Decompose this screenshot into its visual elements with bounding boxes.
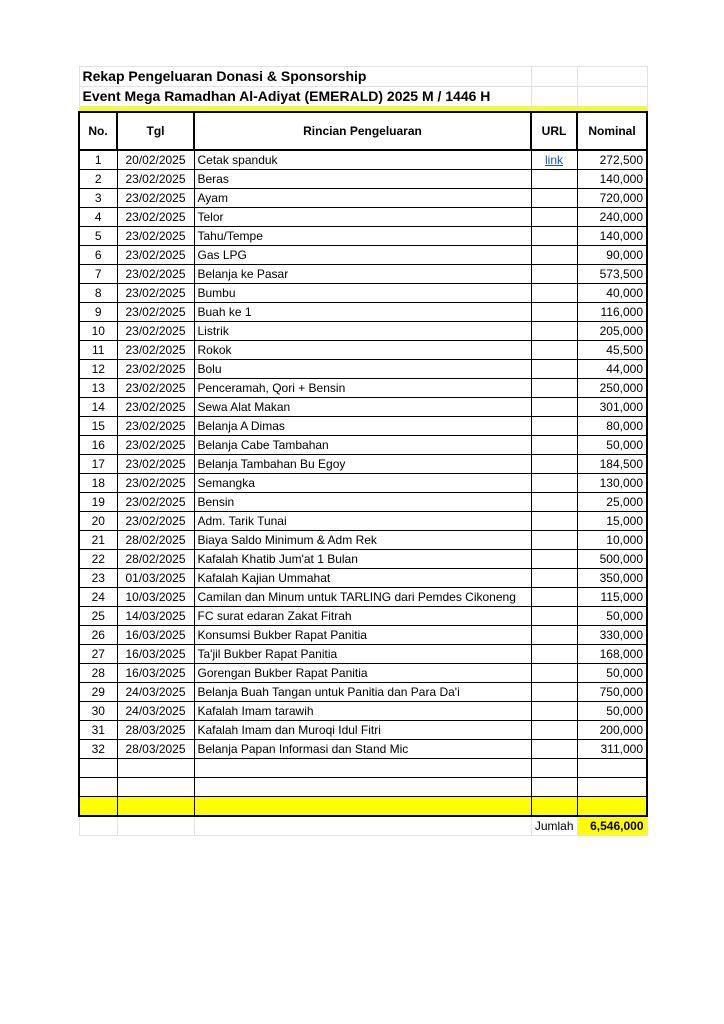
empty-cell[interactable] (577, 67, 647, 87)
nominal-cell[interactable]: 750,000 (577, 683, 647, 702)
date-cell[interactable]: 01/03/2025 (117, 569, 194, 588)
description-cell[interactable]: Tahu/Tempe (194, 227, 531, 246)
empty-cell[interactable] (531, 778, 577, 797)
url-cell[interactable] (531, 645, 577, 664)
date-cell[interactable]: 23/02/2025 (117, 246, 194, 265)
description-cell[interactable]: Camilan dan Minum untuk TARLING dari Pemdes Cikoneng (194, 588, 531, 607)
date-cell[interactable]: 28/02/2025 (117, 531, 194, 550)
date-cell[interactable]: 16/03/2025 (117, 645, 194, 664)
url-cell[interactable] (531, 208, 577, 227)
nominal-cell[interactable]: 573,500 (577, 265, 647, 284)
nominal-cell[interactable]: 44,000 (577, 360, 647, 379)
highlight-cell[interactable] (577, 797, 647, 817)
date-cell[interactable]: 24/03/2025 (117, 683, 194, 702)
row-number-cell[interactable]: 11 (79, 341, 117, 360)
description-cell[interactable]: Gas LPG (194, 246, 531, 265)
nominal-cell[interactable]: 116,000 (577, 303, 647, 322)
row-number-cell[interactable]: 16 (79, 436, 117, 455)
url-cell[interactable] (531, 417, 577, 436)
row-number-cell[interactable]: 1 (79, 150, 117, 170)
nominal-cell[interactable]: 720,000 (577, 189, 647, 208)
expense-sheet (78, 66, 646, 836)
nominal-cell[interactable]: 250,000 (577, 379, 647, 398)
description-cell[interactable]: Belanja A Dimas (194, 417, 531, 436)
row-number-cell[interactable]: 21 (79, 531, 117, 550)
empty-row (79, 778, 647, 797)
empty-cell[interactable] (577, 87, 647, 107)
description-cell[interactable]: Bensin (194, 493, 531, 512)
url-cell[interactable] (531, 474, 577, 493)
empty-row (79, 759, 647, 778)
row-number-cell[interactable]: 10 (79, 322, 117, 341)
nominal-cell[interactable]: 50,000 (577, 664, 647, 683)
highlight-cell[interactable] (117, 797, 194, 817)
row-number-cell[interactable]: 24 (79, 588, 117, 607)
header-row (79, 112, 647, 150)
description-cell[interactable]: Bumbu (194, 284, 531, 303)
empty-cell[interactable] (531, 87, 577, 107)
description-cell[interactable]: Kafalah Imam tarawih (194, 702, 531, 721)
description-cell[interactable]: Gorengan Bukber Rapat Panitia (194, 664, 531, 683)
description-cell[interactable]: Belanja Buah Tangan untuk Panitia dan Para Da'i (194, 683, 531, 702)
date-cell[interactable]: 23/02/2025 (117, 265, 194, 284)
table-row (79, 189, 647, 208)
nominal-cell[interactable]: 130,000 (577, 474, 647, 493)
nominal-cell[interactable]: 272,500 (577, 150, 647, 170)
row-number-cell[interactable]: 8 (79, 284, 117, 303)
table-row (79, 512, 647, 531)
row-number-cell[interactable]: 25 (79, 607, 117, 626)
description-cell[interactable]: Buah ke 1 (194, 303, 531, 322)
row-number-cell[interactable]: 26 (79, 626, 117, 645)
table-row (79, 303, 647, 322)
table-row (79, 474, 647, 493)
url-cell[interactable] (531, 721, 577, 740)
description-cell[interactable]: Kafalah Kajian Ummahat (194, 569, 531, 588)
url-cell[interactable] (531, 150, 577, 170)
table-row (79, 417, 647, 436)
nominal-cell[interactable]: 115,000 (577, 588, 647, 607)
table-row (79, 550, 647, 569)
empty-cell[interactable] (117, 759, 194, 778)
table-row (79, 436, 647, 455)
row-number-cell[interactable]: 31 (79, 721, 117, 740)
url-cell[interactable] (531, 341, 577, 360)
url-cell[interactable] (531, 531, 577, 550)
table-row (79, 322, 647, 341)
row-number-cell[interactable]: 23 (79, 569, 117, 588)
total-value[interactable]: 6,546,000 (577, 816, 647, 836)
date-cell[interactable]: 23/02/2025 (117, 284, 194, 303)
table-row (79, 493, 647, 512)
description-cell[interactable]: Belanja Papan Informasi dan Stand Mic (194, 740, 531, 759)
empty-cell[interactable] (577, 778, 647, 797)
url-cell[interactable] (531, 493, 577, 512)
header-no[interactable]: No. (79, 112, 117, 150)
description-cell[interactable]: Belanja ke Pasar (194, 265, 531, 284)
header-url[interactable]: URL (531, 112, 577, 150)
table-row (79, 588, 647, 607)
description-cell[interactable]: Belanja Cabe Tambahan (194, 436, 531, 455)
date-cell[interactable]: 23/02/2025 (117, 474, 194, 493)
nominal-cell[interactable]: 50,000 (577, 702, 647, 721)
url-cell[interactable] (531, 265, 577, 284)
date-cell[interactable]: 23/02/2025 (117, 303, 194, 322)
row-number-cell[interactable]: 19 (79, 493, 117, 512)
date-cell[interactable]: 16/03/2025 (117, 626, 194, 645)
description-cell[interactable]: Konsumsi Bukber Rapat Panitia (194, 626, 531, 645)
table-row (79, 284, 647, 303)
url-cell[interactable] (531, 702, 577, 721)
nominal-cell[interactable]: 330,000 (577, 626, 647, 645)
row-number-cell[interactable]: 27 (79, 645, 117, 664)
row-number-cell[interactable]: 7 (79, 265, 117, 284)
empty-cell[interactable] (531, 67, 577, 87)
row-number-cell[interactable]: 30 (79, 702, 117, 721)
url-cell[interactable] (531, 455, 577, 474)
nominal-cell[interactable]: 311,000 (577, 740, 647, 759)
date-cell[interactable]: 23/02/2025 (117, 208, 194, 227)
nominal-cell[interactable]: 240,000 (577, 208, 647, 227)
row-number-cell[interactable]: 5 (79, 227, 117, 246)
header-tgl[interactable]: Tgl (117, 112, 194, 150)
url-cell[interactable] (531, 740, 577, 759)
description-cell[interactable]: Kafalah Imam dan Muroqi Idul Fitri (194, 721, 531, 740)
nominal-cell[interactable]: 50,000 (577, 607, 647, 626)
url-cell[interactable] (531, 360, 577, 379)
description-cell[interactable]: Kafalah Khatib Jum'at 1 Bulan (194, 550, 531, 569)
title-row-1 (79, 67, 647, 87)
row-number-cell[interactable]: 6 (79, 246, 117, 265)
date-cell[interactable]: 23/02/2025 (117, 170, 194, 189)
nominal-cell[interactable]: 140,000 (577, 170, 647, 189)
table-row (79, 208, 647, 227)
row-number-cell[interactable]: 2 (79, 170, 117, 189)
nominal-cell[interactable]: 25,000 (577, 493, 647, 512)
empty-cell[interactable] (531, 759, 577, 778)
date-cell[interactable]: 23/02/2025 (117, 398, 194, 417)
description-cell[interactable]: Beras (194, 170, 531, 189)
table-row (79, 626, 647, 645)
row-number-cell[interactable]: 32 (79, 740, 117, 759)
date-cell[interactable]: 23/02/2025 (117, 455, 194, 474)
nominal-cell[interactable]: 350,000 (577, 569, 647, 588)
empty-cell[interactable] (79, 778, 117, 797)
table-row (79, 246, 647, 265)
url-cell[interactable] (531, 664, 577, 683)
row-number-cell[interactable]: 22 (79, 550, 117, 569)
empty-cell[interactable] (194, 778, 531, 797)
date-cell[interactable]: 23/02/2025 (117, 493, 194, 512)
table-row (79, 360, 647, 379)
description-cell[interactable]: Biaya Saldo Minimum & Adm Rek (194, 531, 531, 550)
row-number-cell[interactable]: 15 (79, 417, 117, 436)
nominal-cell[interactable]: 10,000 (577, 531, 647, 550)
description-cell[interactable]: Ayam (194, 189, 531, 208)
description-cell[interactable]: Cetak spanduk (194, 150, 531, 170)
table-row (79, 455, 647, 474)
table-row (79, 170, 647, 189)
description-cell[interactable]: Sewa Alat Makan (194, 398, 531, 417)
url-cell[interactable] (531, 607, 577, 626)
date-cell[interactable]: 23/02/2025 (117, 417, 194, 436)
row-number-cell[interactable]: 3 (79, 189, 117, 208)
url-cell[interactable] (531, 170, 577, 189)
row-number-cell[interactable]: 17 (79, 455, 117, 474)
row-number-cell[interactable]: 14 (79, 398, 117, 417)
sheet-title[interactable]: Rekap Pengeluaran Donasi & Sponsorship (79, 67, 531, 87)
table-row (79, 531, 647, 550)
nominal-cell[interactable]: 45,500 (577, 341, 647, 360)
highlight-cell[interactable] (194, 797, 531, 817)
url-cell[interactable] (531, 550, 577, 569)
url-cell[interactable] (531, 227, 577, 246)
row-number-cell[interactable]: 20 (79, 512, 117, 531)
date-cell[interactable]: 10/03/2025 (117, 588, 194, 607)
date-cell[interactable]: 20/02/2025 (117, 150, 194, 170)
total-row (79, 816, 647, 836)
nominal-cell[interactable]: 90,000 (577, 246, 647, 265)
date-cell[interactable]: 28/02/2025 (117, 550, 194, 569)
table-row (79, 702, 647, 721)
description-cell[interactable]: Rokok (194, 341, 531, 360)
table-row (79, 664, 647, 683)
url-cell[interactable] (531, 569, 577, 588)
empty-cell[interactable] (194, 759, 531, 778)
description-cell[interactable]: Adm. Tarik Tunai (194, 512, 531, 531)
empty-cell[interactable] (79, 816, 117, 836)
nominal-cell[interactable]: 140,000 (577, 227, 647, 246)
row-number-cell[interactable]: 13 (79, 379, 117, 398)
table-row (79, 341, 647, 360)
url-cell[interactable] (531, 626, 577, 645)
url-cell[interactable] (531, 683, 577, 702)
date-cell[interactable]: 23/02/2025 (117, 189, 194, 208)
row-number-cell[interactable]: 12 (79, 360, 117, 379)
empty-cell[interactable] (194, 816, 531, 836)
expense-table (78, 66, 648, 836)
description-cell[interactable]: Belanja Tambahan Bu Egoy (194, 455, 531, 474)
nominal-cell[interactable]: 15,000 (577, 512, 647, 531)
table-row (79, 683, 647, 702)
date-cell[interactable]: 23/02/2025 (117, 512, 194, 531)
nominal-cell[interactable]: 80,000 (577, 417, 647, 436)
date-cell[interactable]: 23/02/2025 (117, 360, 194, 379)
empty-cell[interactable] (79, 759, 117, 778)
url-cell[interactable] (531, 588, 577, 607)
sheet-subtitle[interactable]: Event Mega Ramadhan Al-Adiyat (EMERALD) 2025 M / 1446 H (79, 87, 531, 107)
url-cell[interactable] (531, 303, 577, 322)
table-row (79, 265, 647, 284)
date-cell[interactable]: 24/03/2025 (117, 702, 194, 721)
highlight-cell[interactable] (79, 797, 117, 817)
description-cell[interactable]: Listrik (194, 322, 531, 341)
nominal-cell[interactable]: 50,000 (577, 436, 647, 455)
description-cell[interactable]: Semangka (194, 474, 531, 493)
header-description[interactable]: Rincian Pengeluaran (194, 112, 531, 150)
description-cell[interactable]: Bolu (194, 360, 531, 379)
nominal-cell[interactable]: 168,000 (577, 645, 647, 664)
row-number-cell[interactable]: 29 (79, 683, 117, 702)
empty-cell[interactable] (577, 759, 647, 778)
table-row (79, 721, 647, 740)
date-cell[interactable]: 23/02/2025 (117, 227, 194, 246)
description-cell[interactable]: FC surat edaran Zakat Fitrah (194, 607, 531, 626)
date-cell[interactable]: 16/03/2025 (117, 664, 194, 683)
table-row (79, 227, 647, 246)
highlight-cell[interactable] (531, 797, 577, 817)
description-cell[interactable]: Telor (194, 208, 531, 227)
nominal-cell[interactable]: 301,000 (577, 398, 647, 417)
url-cell[interactable] (531, 322, 577, 341)
table-row (79, 398, 647, 417)
empty-cell[interactable] (117, 816, 194, 836)
url-cell[interactable] (531, 189, 577, 208)
date-cell[interactable]: 28/03/2025 (117, 721, 194, 740)
date-cell[interactable]: 23/02/2025 (117, 379, 194, 398)
table-row (79, 740, 647, 759)
row-number-cell[interactable]: 4 (79, 208, 117, 227)
date-cell[interactable]: 23/02/2025 (117, 322, 194, 341)
nominal-cell[interactable]: 500,000 (577, 550, 647, 569)
date-cell[interactable]: 14/03/2025 (117, 607, 194, 626)
table-row (79, 645, 647, 664)
nominal-cell[interactable]: 40,000 (577, 284, 647, 303)
url-cell[interactable] (531, 284, 577, 303)
header-nominal[interactable]: Nominal (577, 112, 647, 150)
table-row (79, 150, 647, 170)
nominal-cell[interactable]: 184,500 (577, 455, 647, 474)
description-cell[interactable]: Ta'jil Bukber Rapat Panitia (194, 645, 531, 664)
total-label[interactable]: Jumlah (531, 816, 577, 836)
nominal-cell[interactable]: 205,000 (577, 322, 647, 341)
table-row (79, 379, 647, 398)
description-cell[interactable]: Penceramah, Qori + Bensin (194, 379, 531, 398)
date-cell[interactable]: 23/02/2025 (117, 436, 194, 455)
url-cell[interactable] (531, 436, 577, 455)
url-cell[interactable] (531, 246, 577, 265)
url-cell[interactable] (531, 398, 577, 417)
row-number-cell[interactable]: 28 (79, 664, 117, 683)
row-number-cell[interactable]: 9 (79, 303, 117, 322)
highlight-row (79, 797, 647, 817)
receipt-link[interactable]: link (544, 153, 563, 167)
table-row (79, 569, 647, 588)
date-cell[interactable]: 23/02/2025 (117, 341, 194, 360)
url-cell[interactable] (531, 379, 577, 398)
date-cell[interactable]: 28/03/2025 (117, 740, 194, 759)
table-row (79, 607, 647, 626)
url-cell[interactable] (531, 512, 577, 531)
nominal-cell[interactable]: 200,000 (577, 721, 647, 740)
empty-cell[interactable] (117, 778, 194, 797)
row-number-cell[interactable]: 18 (79, 474, 117, 493)
title-row-2 (79, 87, 647, 107)
